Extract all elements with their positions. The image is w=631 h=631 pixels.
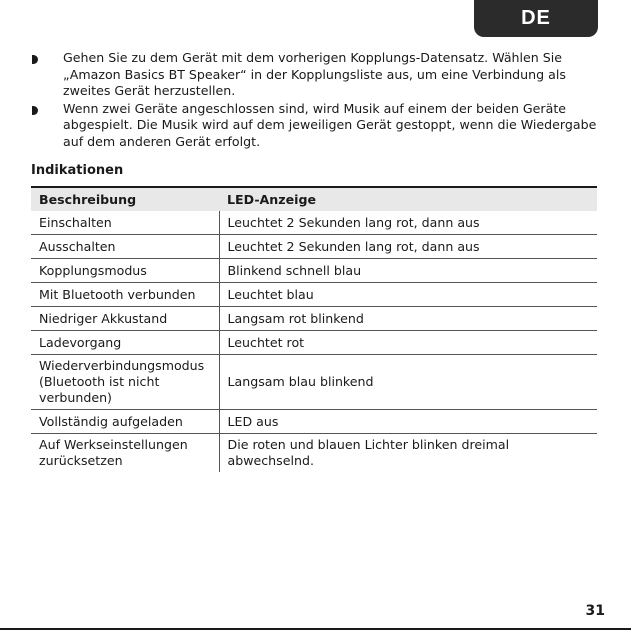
cell-description: Ladevorgang <box>31 331 219 355</box>
table-row <box>31 410 597 434</box>
instruction-list <box>31 50 601 151</box>
bullet-icon <box>32 106 38 115</box>
cell-led: Blinkend schnell blau <box>219 259 597 283</box>
table-row <box>31 307 597 331</box>
cell-description: Niedriger Akkustand <box>31 307 219 331</box>
table-row <box>31 259 597 283</box>
cell-description: Mit Bluetooth verbunden <box>31 283 219 307</box>
cell-led: Leuchtet 2 Sekunden lang rot, dann aus <box>219 235 597 259</box>
cell-led: Langsam blau blinkend <box>219 355 597 410</box>
language-tab: DE <box>474 0 598 37</box>
table-row <box>31 235 597 259</box>
table-row <box>31 331 597 355</box>
instruction-text: Wenn zwei Geräte angeschlossen sind, wird Musik auf einem der beiden Geräte abgespielt. Die Musik wird auf dem jeweiligen Gerät gestoppt, wenn die Wiedergabe auf dem anderen Gerät erfolgt. <box>63 100 597 149</box>
cell-led: Langsam rot blinkend <box>219 307 597 331</box>
table-row <box>31 355 597 410</box>
bottom-divider <box>0 628 631 630</box>
cell-description: Vollständig aufgeladen <box>31 410 219 434</box>
cell-description: Auf Werkseinstellungen zurücksetzen <box>31 434 219 473</box>
page-number: 31 <box>585 603 605 619</box>
cell-led: Leuchtet 2 Sekunden lang rot, dann aus <box>219 211 597 235</box>
cell-led: Die roten und blauen Lichter blinken dreimal abwechselnd. <box>227 437 510 468</box>
column-header-led: LED-Anzeige <box>219 187 597 211</box>
table-row <box>31 211 597 235</box>
cell-led: LED aus <box>219 410 597 434</box>
table-row <box>31 283 597 307</box>
cell-led: Leuchtet blau <box>219 283 597 307</box>
section-title: Indikationen <box>31 163 124 178</box>
cell-description: Kopplungsmodus <box>31 259 219 283</box>
bullet-icon <box>32 55 38 64</box>
cell-description: Einschalten <box>31 211 219 235</box>
table-header-row <box>31 187 597 211</box>
table-row <box>31 434 597 473</box>
column-header-description: Beschreibung <box>31 187 219 211</box>
cell-description: Ausschalten <box>31 235 219 259</box>
instruction-item <box>31 101 601 151</box>
cell-led: Leuchtet rot <box>219 331 597 355</box>
cell-description: Wiederverbindungsmodus (Bluetooth ist nicht verbunden) <box>31 355 219 410</box>
led-indication-table <box>31 186 597 472</box>
instruction-item <box>31 50 601 100</box>
instruction-text: Gehen Sie zu dem Gerät mit dem vorherigen Kopplungs-Datensatz. Wählen Sie „Amazon Basics BT Speaker“ in der Kopplungsliste aus, um eine Verbindung als zweites Gerät herzustellen. <box>63 50 566 98</box>
